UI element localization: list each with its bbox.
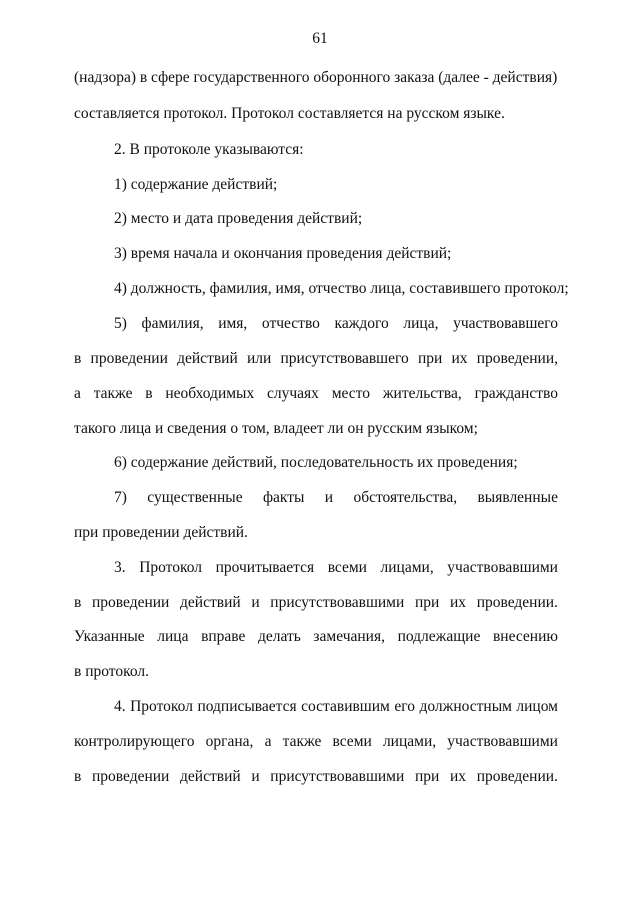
word: и: [251, 594, 260, 611]
text-line: в протокол.: [74, 663, 150, 680]
text-line: [74, 627, 558, 647]
word: их: [451, 350, 468, 367]
word: контролирующего: [74, 733, 195, 750]
page-number: 61: [312, 30, 328, 47]
paragraph-heading: 2. В протоколе указываются:: [114, 141, 304, 158]
word: делать: [258, 628, 301, 645]
list-item: 1) содержание действий;: [114, 176, 278, 193]
word: случаях: [267, 385, 319, 402]
word: факты: [262, 489, 305, 506]
word: проведении.: [476, 594, 558, 611]
word: проведении: [92, 768, 170, 785]
word: вправе: [201, 628, 246, 645]
word: необходимых: [165, 385, 255, 402]
word: 5): [114, 315, 127, 332]
word: отчество: [261, 315, 320, 332]
word: выявленные: [477, 489, 558, 506]
word: в: [74, 350, 82, 367]
list-item: 4) должность, фамилия, имя, отчество лица, составившего протокол;: [114, 280, 569, 297]
word: гражданство: [474, 385, 558, 402]
list-item: [114, 314, 558, 334]
word: в: [145, 385, 153, 402]
word: присутствовавшего: [280, 350, 409, 367]
word: подлежащие: [397, 628, 481, 645]
word: проведении: [92, 594, 170, 611]
word: обстоятельства,: [353, 489, 458, 506]
list-item: 3) время начала и окончания проведения действий;: [114, 245, 452, 262]
word: 4.: [114, 698, 126, 715]
word: участвовавшими: [447, 559, 558, 576]
word: в: [74, 768, 82, 785]
word: также: [282, 733, 322, 750]
word: прочитывается: [215, 559, 315, 576]
word: органа,: [205, 733, 254, 750]
word: проведении,: [476, 350, 558, 367]
word: действий: [177, 350, 238, 367]
paragraph-line: [114, 697, 558, 717]
word: 3.: [114, 559, 126, 576]
word: действий: [180, 768, 241, 785]
word: составившим: [301, 698, 390, 715]
word: всеми: [332, 733, 372, 750]
word: их: [449, 768, 467, 785]
text-line: [74, 767, 558, 787]
word: существенные: [147, 489, 243, 506]
word: всеми: [327, 559, 367, 576]
text-line: такого лица и сведения о том, владеет ли он русским языком;: [74, 420, 478, 437]
word: участвовавшего: [453, 315, 558, 332]
word: фамилия,: [141, 315, 204, 332]
text-line: [74, 384, 558, 404]
paragraph-line: [114, 558, 558, 578]
word: проведении: [90, 350, 168, 367]
word: при: [414, 594, 440, 611]
word: Протокол: [139, 559, 203, 576]
word: в: [74, 594, 82, 611]
word: их: [449, 594, 467, 611]
word: действий: [180, 594, 241, 611]
word: лицами,: [380, 559, 434, 576]
text-line: при проведении действий.: [74, 524, 248, 541]
word: а: [264, 733, 272, 750]
word: его: [394, 698, 415, 715]
word: присутствовавшими: [270, 594, 405, 611]
word: присутствовавшими: [270, 768, 405, 785]
word: замечания,: [313, 628, 385, 645]
text-line: [74, 349, 558, 369]
word: лицами,: [382, 733, 437, 750]
word: и: [324, 489, 334, 506]
text-line: [74, 593, 558, 613]
word: при: [417, 350, 443, 367]
word: участвовавшими: [447, 733, 558, 750]
word: каждого: [334, 315, 389, 332]
word: лицом: [516, 698, 558, 715]
word: жительства,: [382, 385, 462, 402]
word: или: [246, 350, 272, 367]
word: лица: [157, 628, 189, 645]
word: и: [251, 768, 260, 785]
text-line: [74, 732, 558, 752]
word: 7): [114, 489, 127, 506]
word: проведении.: [476, 768, 558, 785]
list-item: 6) содержание действий, последовательность их проведения;: [114, 454, 518, 471]
word: при: [414, 768, 440, 785]
word: место: [331, 385, 371, 402]
word: должностным: [419, 698, 512, 715]
word: а: [74, 385, 81, 402]
word: Указанные: [74, 628, 145, 645]
list-item: [114, 488, 558, 508]
word: имя,: [218, 315, 248, 332]
word: подписывается: [197, 698, 297, 715]
word: также: [93, 385, 133, 402]
list-item: 2) место и дата проведения действий;: [114, 210, 363, 227]
text-line: составляется протокол. Протокол составляется на русском языке.: [74, 105, 505, 122]
text-line: (надзора) в сфере государственного оборонного заказа (далее - действия): [74, 69, 558, 86]
word: Протокол: [130, 698, 193, 715]
word: лица,: [403, 315, 439, 332]
word: внесению: [492, 628, 558, 645]
